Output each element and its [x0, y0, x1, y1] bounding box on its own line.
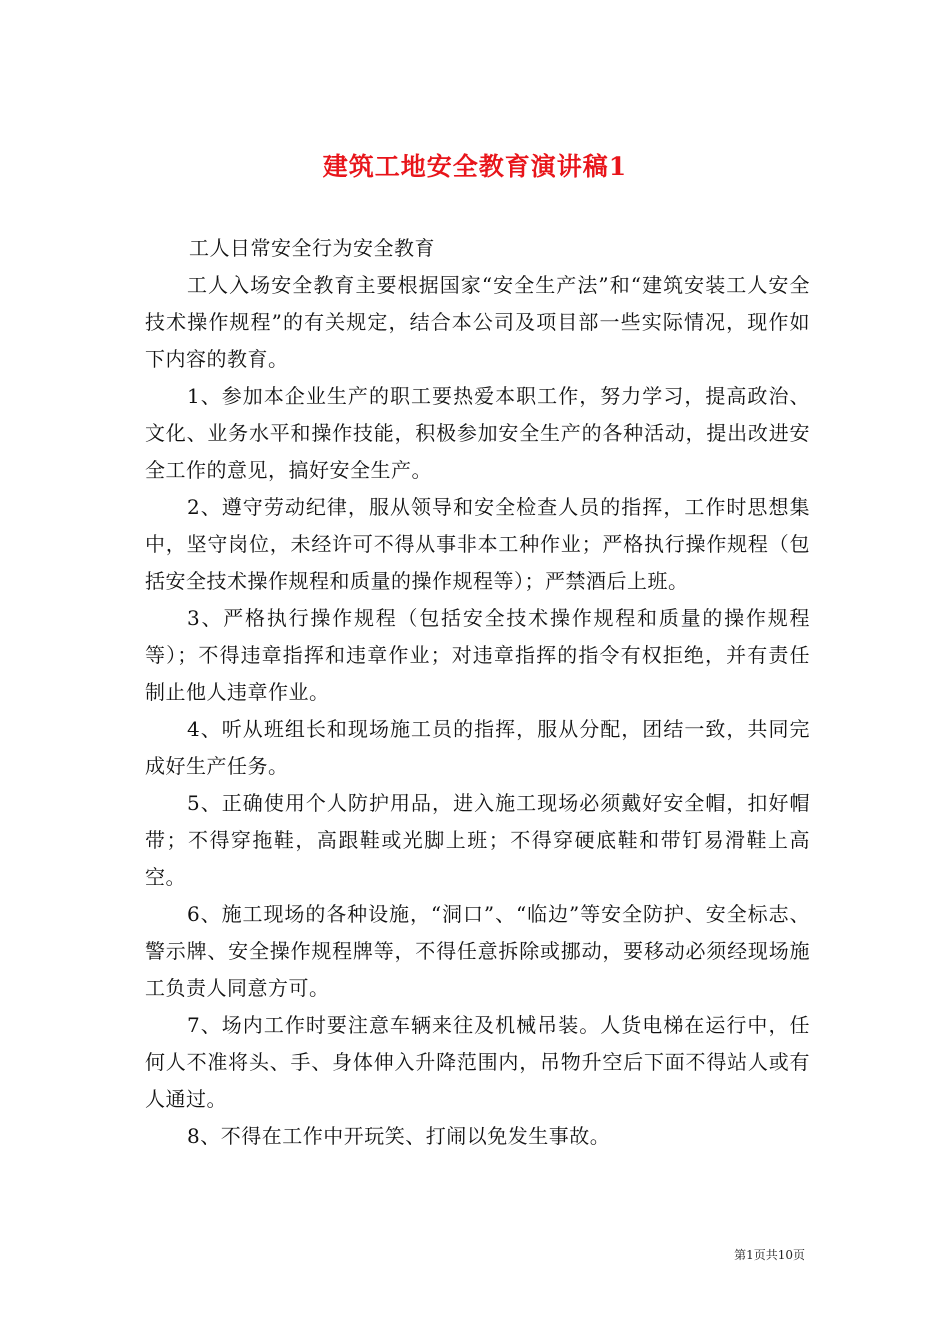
paragraph-item-3: 3、严格执行操作规程（包括安全技术操作规程和质量的操作规程等）；不得违章指挥和违章作业；对违章指挥的指令有权拒绝，并有责任制止他人违章作业。 [145, 606, 810, 704]
document-title: 建筑工地安全教育演讲稿1 [322, 151, 628, 181]
paragraph-item-7: 7、场内工作时要注意车辆来往及机械吊装。人货电梯在运行中，任何人不准将头、手、身体伸入升降范围内，吊物升空后下面不得站人或有人通过。 [145, 1013, 810, 1111]
document-body [145, 230, 810, 1155]
page-number-footer: 第1页共10页 [734, 1248, 805, 1262]
paragraph-item-8: 8、不得在工作中开玩笑、打闹以免发生事故。 [187, 1124, 611, 1148]
paragraph-item-1: 1、参加本企业生产的职工要热爱本职工作，努力学习，提高政治、文化、业务水平和操作技能，积极参加安全生产的各种活动，提出改进安全工作的意见，搞好安全生产。 [145, 384, 810, 482]
paragraph-heading: 工人日常安全行为安全教育 [189, 236, 435, 260]
paragraph-intro: 工人入场安全教育主要根据国家“安全生产法”和“建筑安装工人安全技术操作规程”的有关规定，结合本公司及项目部一些实际情况，现作如下内容的教育。 [145, 273, 810, 371]
paragraph-item-5: 5、正确使用个人防护用品，进入施工现场必须戴好安全帽，扣好帽带；不得穿拖鞋，高跟鞋或光脚上班；不得穿硬底鞋和带钉易滑鞋上高空。 [145, 791, 810, 889]
paragraph-item-2: 2、遵守劳动纪律，服从领导和安全检查人员的指挥，工作时思想集中，坚守岗位，未经许可不得从事非本工种作业；严格执行操作规程（包括安全技术操作规程和质量的操作规程等）；严禁酒后上班。 [145, 495, 810, 593]
paragraph-item-4: 4、听从班组长和现场施工员的指挥，服从分配，团结一致，共同完成好生产任务。 [145, 717, 810, 778]
paragraph-item-6: 6、施工现场的各种设施，“洞口”、“临边”等安全防护、安全标志、警示牌、安全操作规程牌等，不得任意拆除或挪动，要移动必须经现场施工负责人同意方可。 [145, 902, 810, 1000]
